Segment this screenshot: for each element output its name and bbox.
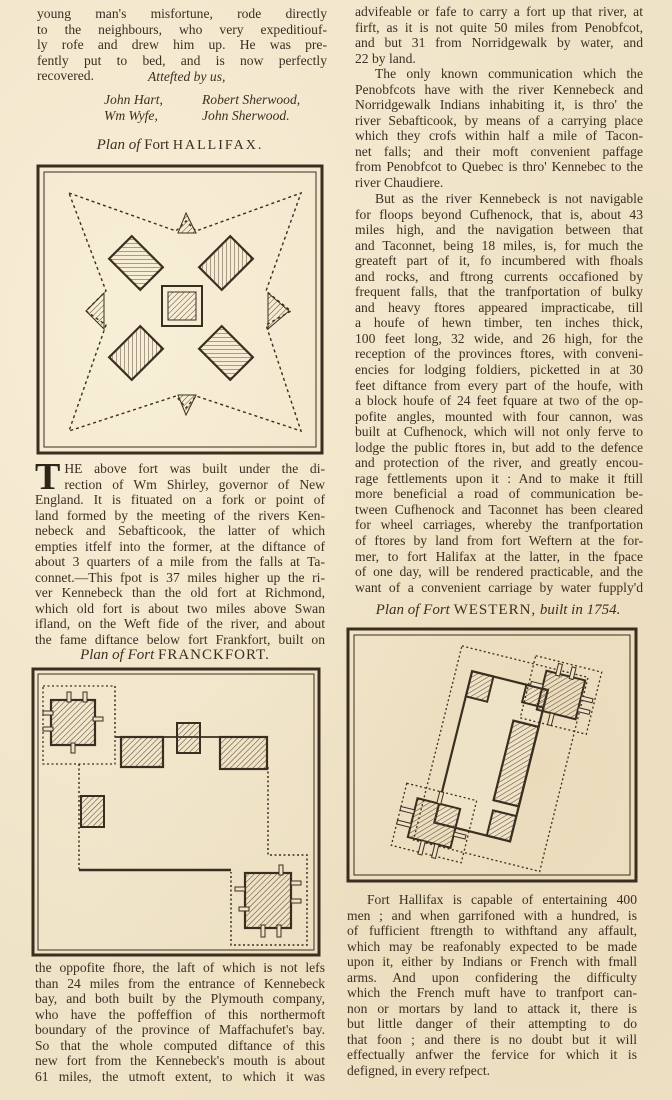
text-line: than 24 miles from the entrance of Kennebeck	[35, 975, 325, 991]
text-line: river Chaudiere.	[355, 174, 444, 190]
text-line: which they crofs within half a mile of Tacon-	[355, 128, 643, 144]
caption-prefix: Plan of	[375, 602, 420, 618]
text-line: So that the whole computed diftance of this	[35, 1037, 325, 1053]
drop-cap: T	[35, 456, 61, 498]
text-line: want of a convenient carriage by water fupply'd	[355, 579, 643, 595]
text-line: ifland, on the Weft fide of the river, and about	[35, 616, 325, 632]
fort-western-plan	[346, 627, 640, 885]
text-line: arms. And upon confidering the difficulty	[347, 969, 637, 985]
text-line: effectually anfwer the fervice for which it is	[347, 1047, 637, 1063]
attested-label: Attefted by us,	[148, 69, 226, 84]
text-line: 61 miles, the utmoft extent, to which it was	[35, 1068, 325, 1084]
text-line: more beneficial a road of communication be-	[355, 486, 643, 502]
western-caption	[358, 602, 638, 619]
text-line: of one day, will be rendered practicable, and the	[355, 564, 643, 580]
text-line: defigned, in every refpect.	[347, 1063, 491, 1079]
text-line: bay, and both built by the Plymouth company,	[35, 991, 325, 1007]
text-line: that foon ; and there is no doubt but it will	[347, 1031, 637, 1047]
caption-fort-name: FRANCKFORT.	[157, 647, 270, 663]
text-line: new fort from the Kennebeck's mouth is about	[35, 1053, 325, 1069]
text-line: greateft part of it, fo incumbered with fhoals	[355, 253, 643, 269]
text-line: built at Cufhenock, which will not only ferve to	[355, 424, 643, 440]
caption-fort-name: WESTERN,	[453, 602, 537, 618]
right-communication-paragraph	[355, 66, 643, 190]
fort-western-diagram	[346, 627, 640, 885]
text-line: and rocks, and ftrong currents occafioned by	[355, 268, 643, 284]
text-line: reception of the provinces ftores, with conveni-	[355, 346, 643, 362]
text-line: encies for lodging foldiers, picketted in at 30	[355, 362, 643, 378]
text-line: frequent falls, that the tranfportation of bulky	[355, 284, 643, 300]
text-line: the fame diftance below fort Frankfort, built on	[35, 632, 325, 648]
text-line: which the French muft have to tranfport can-	[347, 985, 637, 1001]
text-line: and heavy ftores appeared impracticabe, till	[355, 299, 643, 315]
text-line: Norridgewalk Indians inhabiting it, is thro' the	[355, 97, 643, 113]
fort-halifax-diagram	[36, 163, 326, 457]
text-line: about 3 quarters of a mile from the falls at Ta-	[35, 554, 325, 570]
text-line: ly rofe and drew him up. He was pre-	[37, 37, 327, 53]
halifax-caption	[60, 137, 300, 154]
signatory: John Hart,	[104, 92, 163, 107]
text-line: men ; and when garrifoned with a hundred, is	[347, 907, 637, 923]
fort-franckfort-diagram	[31, 667, 321, 957]
text-line: pofite angles, mounted with four cannon, was	[355, 408, 643, 424]
text-line: of fufficient ftrength to withftand any affault,	[347, 923, 637, 939]
text-line: The only known communication which the	[375, 66, 643, 81]
text-line: boundary of the province of Maffachufet's bay.	[35, 1022, 325, 1038]
text-line: from Penobfcot to Quebec is thro' Kennebec to the	[355, 159, 643, 175]
text-line: recovered.	[37, 68, 94, 84]
text-line: which old fort is about two miles above Swan	[35, 600, 325, 616]
text-line: nebeck and Sebafticook, the latter of which	[35, 523, 325, 539]
text-line: net falls; and their moft convenient paffage	[355, 143, 643, 159]
text-line: fently put to bed, and is now perfectly	[37, 52, 327, 68]
text-line: advifeable or fafe to carry a fort up that river, at	[355, 4, 643, 19]
text-line: a houfe of hewn timber, ten inches thick,	[355, 315, 643, 331]
signatory: Robert Sherwood,	[202, 92, 301, 107]
text-line: England. It is fituated on a fork or point of	[35, 492, 325, 508]
text-line: of ftores by land from fort Weftern at the for-	[355, 533, 643, 549]
text-line: but little danger of their attempting to do	[347, 1016, 637, 1032]
text-line: a block houfe of 24 feet fquare at two of the op-	[355, 393, 643, 409]
text-line: upon it, either by Indians or French with fmall	[347, 954, 637, 970]
text-line: 22 by land.	[355, 50, 416, 66]
text-line: non or mortars by land to attack it, there is	[347, 1000, 637, 1016]
text-line: to the neighbours, who very expeditiouf-	[37, 21, 327, 37]
right-navigation-paragraph	[355, 191, 643, 595]
text-line: HE above fort was built under the di-	[64, 461, 325, 476]
text-line: for floops beyond Cufhenock, that is, about 43	[355, 206, 643, 222]
text-line: the oppofite fhore, the laft of which is not lefs	[35, 960, 325, 975]
text-line: river Sebafticook, by means of a carrying place	[355, 112, 643, 128]
text-line: ver Kennebeck than the old fort at Richmond,	[35, 585, 325, 601]
text-line: rage fettlements upon it : And to make it ftill	[355, 470, 643, 486]
caption-fort: Fort	[127, 647, 155, 663]
text-line: 100 feet long, 32 wide, and 26 high, for the	[355, 330, 643, 346]
text-line: Fort Hallifax is capable of entertaining 400	[367, 892, 637, 907]
text-line: miles high, and the navigation between that	[355, 222, 643, 238]
text-line: But as the river Kennebeck is not navigable	[375, 191, 643, 206]
text-line: and but 31 from Norridgewalk by water, and	[355, 35, 643, 51]
left-shirley-paragraph	[35, 456, 325, 648]
caption-fort-name: HALLIFAX.	[172, 138, 264, 153]
signatory: John Sherwood.	[202, 108, 290, 123]
text-line: which may be reafonably expected to be made	[347, 938, 637, 954]
caption-prefix: Plan of	[80, 647, 124, 663]
text-line: young man's misfortune, rode directly	[37, 6, 327, 21]
text-line: tween Cufhenock and Taconnet has been cleared	[355, 501, 643, 517]
left-bottom-paragraph	[35, 960, 325, 1084]
text-line: land formed by the meeting of the rivers Ken-	[35, 507, 325, 523]
caption-suffix: built in 1754.	[539, 602, 621, 618]
text-line: Penobfcots have with the river Kennebeck and	[355, 81, 643, 97]
fort-franckfort-plan	[31, 667, 321, 957]
right-capacity-paragraph	[347, 892, 637, 1079]
text-line: and Taconnet, being 18 miles, is, for much the	[355, 237, 643, 253]
caption-fort: Fort	[423, 602, 450, 618]
caption-prefix: Plan of	[96, 137, 141, 153]
signatory: Wm Wyfe,	[104, 108, 158, 123]
text-line: mer, to fort Halifax at the latter, in the fpace	[355, 548, 643, 564]
text-line: who have the poffeffion of this northermoft	[35, 1006, 325, 1022]
text-line: connet.—This fpot is 37 miles higher up the ri-	[35, 569, 325, 585]
right-top-paragraph	[355, 4, 643, 66]
text-line: and protection of the river, and greatly encou-	[355, 455, 643, 471]
text-line: rection of Wm Shirley, governor of New	[64, 476, 325, 492]
franckfort-caption	[50, 647, 300, 664]
text-line: feet diftance from every part of the houfe, with	[355, 377, 643, 393]
text-line: lodge the public ftores in, but add to the defence	[355, 439, 643, 455]
fort-halifax-plan	[36, 163, 326, 457]
text-line: for wheel carriages, whereby the tranfportation	[355, 517, 643, 533]
caption-fort: Fort	[144, 137, 170, 153]
text-line: firft, as it is not quite 50 miles from Penobfcot,	[355, 19, 643, 35]
text-line: empties itfelf into the former, at the diftance of	[35, 538, 325, 554]
